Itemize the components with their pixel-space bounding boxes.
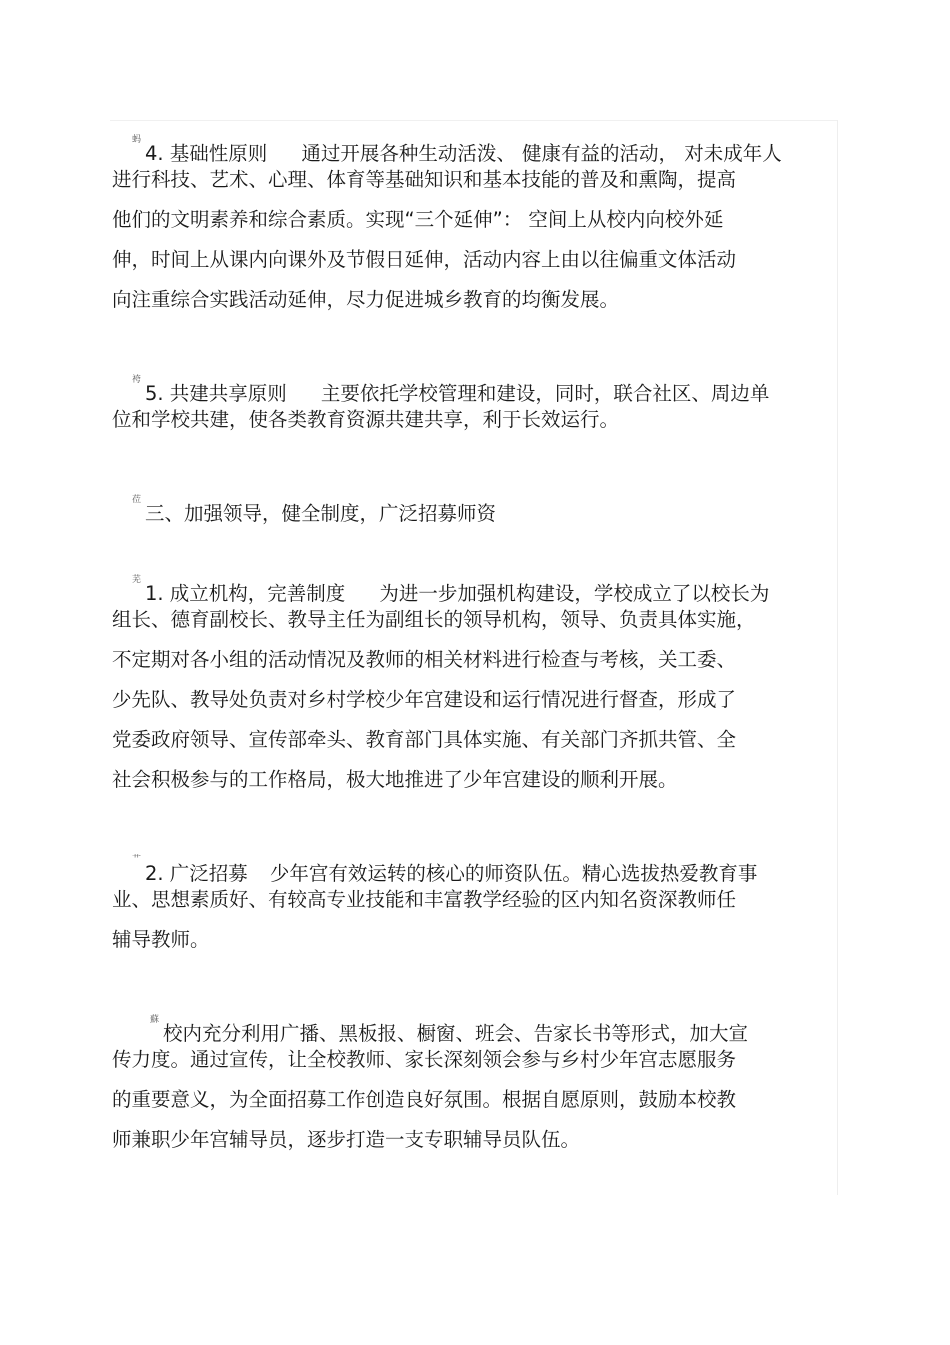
paragraph-line: 社会积极参与的工作格局，极大地推进了少年宫建设的顺利开展。	[112, 768, 678, 791]
paragraph-text: 主要依托学校管理和建设，同时，联合社区、周边单	[320, 382, 770, 405]
stray-mark: 芜	[132, 575, 142, 585]
paragraph-line: 位和学校共建，使各类教育资源共建共享，利于长效运行。	[112, 408, 620, 431]
paragraph-line: 不定期对各小组的活动情况及教师的相关材料进行检查与考核，关工委、	[112, 648, 737, 671]
paragraph-line: 传力度。通过宣传，让全校教师、家长深刻领会参与乡村少年宫志愿服务	[112, 1048, 737, 1071]
paragraph-line: 伸，时间上从课内向课外及节假日延伸，活动内容上由以往偏重文体活动	[112, 248, 737, 271]
paragraph-line: 党委政府领导、宣传部牵头、教育部门具体实施、有关部门齐抓共管、全	[112, 728, 737, 751]
stray-mark: 蚂	[132, 135, 142, 145]
paragraph-heading: 2. 广泛招募	[145, 862, 248, 885]
paragraph-line: 进行科技、艺术、心理、体育等基础知识和基本技能的普及和熏陶，提高	[112, 168, 737, 191]
paragraph-heading: 4. 基础性原则	[145, 142, 268, 165]
paragraph-line: 辅导教师。	[112, 928, 210, 951]
page-border-right	[837, 120, 838, 1195]
paragraph-line: 少先队、教导处负责对乡村学校少年宫建设和运行情况进行督查，形成了	[112, 688, 737, 711]
paragraph-establish-organization	[112, 560, 837, 800]
paragraph-line: 他们的文明素养和综合素质。实现“三个延伸”： 空间上从校内向校外延	[112, 208, 724, 231]
section-heading-three	[112, 480, 837, 525]
paragraph-line: 师兼职少年宫辅导员，逐步打造一支专职辅导员队伍。	[112, 1128, 581, 1151]
paragraph-first-line	[112, 120, 837, 165]
paragraph-publicity	[112, 1000, 837, 1160]
stray-mark: 艹	[132, 855, 142, 865]
section-heading-line	[112, 480, 837, 525]
paragraph-wide-recruitment	[112, 840, 837, 960]
paragraph-text: 少年宫有效运转的核心的师资队伍。精心选拔热爱教育事	[269, 862, 758, 885]
paragraph-text: 校内充分利用广播、黑板报、橱窗、班会、告家长书等形式，加大宣	[163, 1022, 749, 1045]
paragraph-line: 向注重综合实践活动延伸，尽力促进城乡教育的均衡发展。	[112, 288, 620, 311]
paragraph-line: 组长、德育副校长、教导主任为副组长的领导机构，领导、负责具体实施，	[112, 608, 756, 631]
paragraph-first-line	[112, 840, 837, 885]
paragraph-first-line	[112, 360, 837, 405]
document-body	[112, 120, 837, 1200]
paragraph-heading: 1. 成立机构，完善制度	[145, 582, 346, 605]
paragraph-text: 通过开展各种生动活泼、 健康有益的活动， 对未成年人	[301, 142, 782, 165]
section-heading: 三、加强领导，健全制度，广泛招募师资	[145, 502, 497, 525]
paragraph-heading: 5. 共建共享原则	[145, 382, 287, 405]
paragraph-text: 为进一步加强机构建设，学校成立了以校长为	[379, 582, 770, 605]
paragraph-first-line	[112, 1000, 837, 1045]
stray-mark: 莅	[132, 495, 142, 505]
stray-mark: 蘇	[150, 1015, 160, 1025]
paragraph-first-line	[112, 560, 837, 605]
paragraph-principle-4	[112, 120, 837, 320]
paragraph-principle-5	[112, 360, 837, 440]
paragraph-line: 的重要意义，为全面招募工作创造良好氛围。根据自愿原则，鼓励本校教	[112, 1088, 737, 1111]
paragraph-line: 业、思想素质好、有较高专业技能和丰富教学经验的区内知名资深教师任	[112, 888, 737, 911]
stray-mark: 袴	[132, 375, 142, 385]
